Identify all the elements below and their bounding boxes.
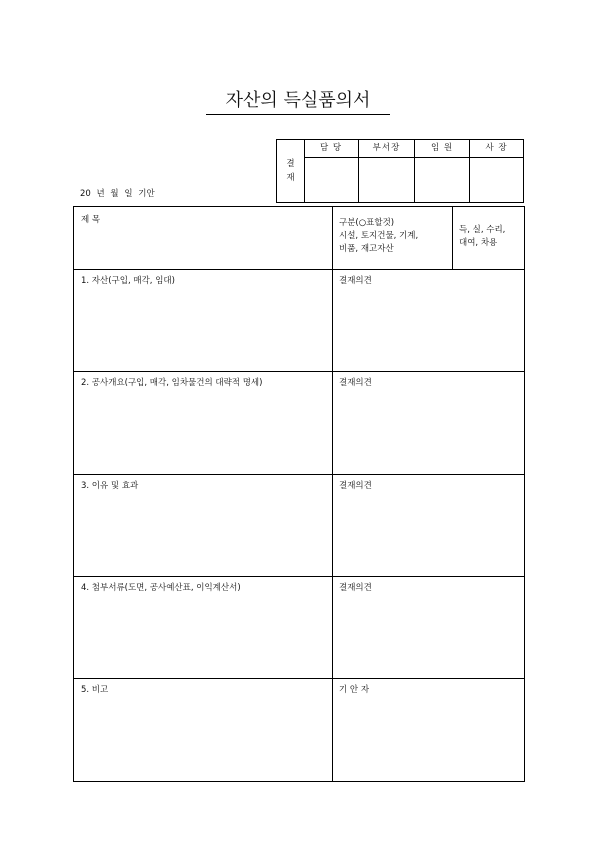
approval-header-staff: 담 당	[304, 140, 358, 158]
approval-header-dept-head: 부서장	[359, 140, 414, 158]
section-4-label: 4. 첨부서류(도면, 공사예산표, 이익계산서)	[81, 583, 241, 593]
approval-label-bottom: 재	[286, 173, 295, 183]
document-title: 자산의 득실품의서	[206, 90, 390, 115]
approval-label-top: 결	[286, 159, 295, 169]
form-table	[73, 206, 525, 782]
approval-label	[277, 140, 305, 202]
section-1-opinion: 결재의견	[339, 276, 372, 286]
approval-column	[470, 140, 523, 202]
approval-header-executive: 임 원	[415, 140, 469, 158]
approval-column	[415, 140, 470, 202]
subject-label: 제 목	[81, 215, 101, 225]
divider	[332, 207, 333, 269]
type-line-2: 대여, 차용	[459, 238, 498, 248]
approval-header-president: 사 장	[470, 140, 523, 158]
draft-date-line: 20 년 월 일 기안	[80, 189, 155, 199]
row-divider	[74, 678, 524, 679]
row-divider	[74, 576, 524, 577]
section-3-label: 3. 이유 및 효과	[81, 481, 139, 491]
section-4-opinion: 결재의견	[339, 583, 372, 593]
divider	[452, 207, 453, 269]
row-divider	[74, 474, 524, 475]
category-line-1: 구분(○표할것)	[339, 218, 395, 228]
row-divider	[74, 371, 524, 372]
section-2-label: 2. 공사개요(구입, 매각, 임차물건의 대략적 명세)	[81, 378, 263, 388]
type-line-1: 득, 실, 수리,	[459, 225, 506, 235]
section-5-label: 5. 비고	[81, 685, 109, 695]
drafter-label: 기 안 자	[339, 685, 370, 695]
approval-box	[276, 139, 524, 203]
row-divider	[74, 269, 524, 270]
approval-column	[304, 140, 359, 202]
approval-column	[359, 140, 415, 202]
section-1-label: 1. 자산(구입, 매각, 임대)	[81, 276, 175, 286]
category-line-2: 시설, 토지건물, 기계,	[339, 231, 419, 241]
section-3-opinion: 결재의견	[339, 481, 372, 491]
category-line-3: 비품, 재고자산	[339, 244, 394, 254]
section-2-opinion: 결재의견	[339, 378, 372, 388]
column-divider	[332, 269, 333, 781]
